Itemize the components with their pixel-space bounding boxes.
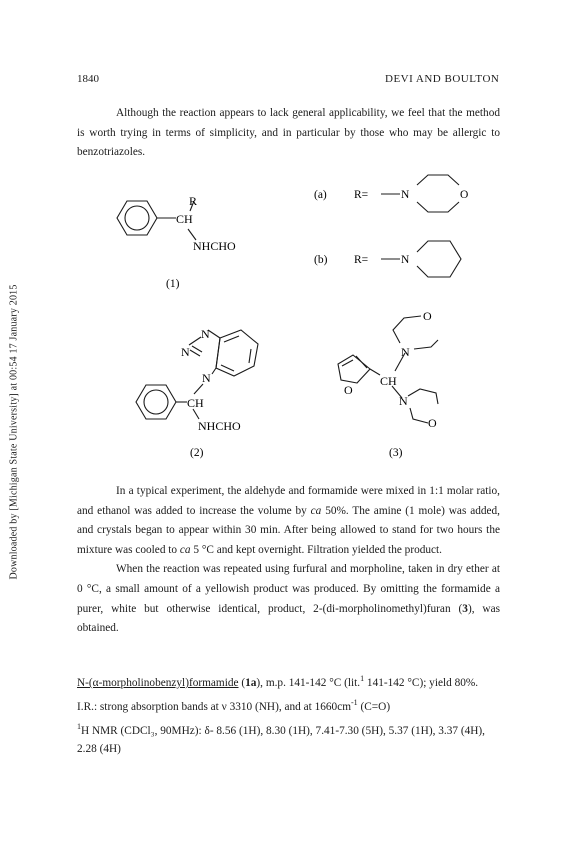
s1b-tag: (b) [314, 254, 328, 266]
experimental-section [77, 669, 504, 759]
ir-line: I.R.: strong absorption bands at ν 3310 (NH), and at $1660cm^{-1}$ (C=O) [77, 697, 391, 713]
s1-ch-label: CH [176, 212, 193, 226]
s2-n1: N [201, 327, 210, 341]
body-paragraph-1: In a typical experiment, the aldehyde and formamide were mixed in 1:1 molar ratio, and ethanol was added to increase the volume by ca 50%. The amine (1 mole) was added, and crystals began to appear within 30 min. After being allowed to stand for two hours the mixture was cooled to ca 5 °C and kept overnight. Filtration yielded the product. [77, 485, 500, 556]
s2-ch-label: CH [187, 396, 204, 410]
morpholine-ring-a [381, 175, 459, 212]
s1a-tag: (a) [314, 189, 327, 201]
s1a-r-eq: R= [354, 189, 369, 201]
benzene-ring-2 [136, 385, 176, 419]
s3-n-bottom: N [399, 394, 408, 408]
intro-text: Although the reaction appears to lack general applicability, we feel that the method is worth trying in terms of simplicity, and in particular by those who may be allergic to benzotriazoles. [77, 107, 500, 159]
nmr-line: $^1$H NMR (CDCl₃, 90MHz): δ- 8.56 (1H), 8.30 (1H), 7.41-7.30 (5H), 5.37 (1H), 3.37 (4H), 2.28 (4H) [77, 721, 485, 756]
s3-o-furan: O [344, 383, 353, 397]
s3-caption: (3) [389, 447, 403, 459]
s2-caption: (2) [190, 447, 204, 459]
s2-n2: N [181, 345, 190, 359]
running-title: DEVI AND BOULTON [385, 73, 500, 85]
s3-o-top: O [423, 309, 432, 323]
s3-n-top: N [401, 345, 410, 359]
s1-nhcho-label: NHCHO [193, 239, 236, 253]
s3-o-bottom: O [428, 416, 437, 430]
benzene-ring-1 [117, 201, 157, 235]
piperidine-ring-b [381, 241, 461, 277]
s1a-o-label: O [460, 189, 469, 201]
compound-name: N-(α-morpholinobenzyl)formamide [77, 676, 239, 689]
s1b-n-label: N [401, 254, 410, 266]
s1a-n-label: N [401, 189, 410, 201]
benzotriazole-ring [189, 330, 258, 376]
page-number: 1840 [77, 73, 99, 85]
s2-nhcho-label: NHCHO [198, 419, 241, 433]
s2-n3: N [202, 371, 211, 385]
compound-line: N-(α-morpholinobenzyl)formamide (1a), m.p. 141-142 °C (lit.$^1$ 141-142 °C); yield 80%. [77, 674, 479, 689]
s3-ch-label: CH [380, 374, 397, 388]
s1-r-label: R [189, 194, 198, 208]
body-paragraph-2: When the reaction was repeated using furfural and morpholine, taken in dry ether at 0 °C, a small amount of a yellowish product was produced. By omitting the formamide a purer, white but otherwise identical, product, 2-(di-morpholinomethyl)furan (3), was obtained. [77, 563, 501, 635]
morpholine-ring-top [393, 316, 438, 371]
s1b-r-eq: R= [354, 254, 369, 266]
s1-caption: (1) [166, 278, 180, 290]
download-note-text: Downloaded by [Michigan State University] at 00:54 17 January 2015 [8, 284, 20, 580]
furan-ring [338, 355, 370, 383]
body-text [77, 482, 500, 639]
